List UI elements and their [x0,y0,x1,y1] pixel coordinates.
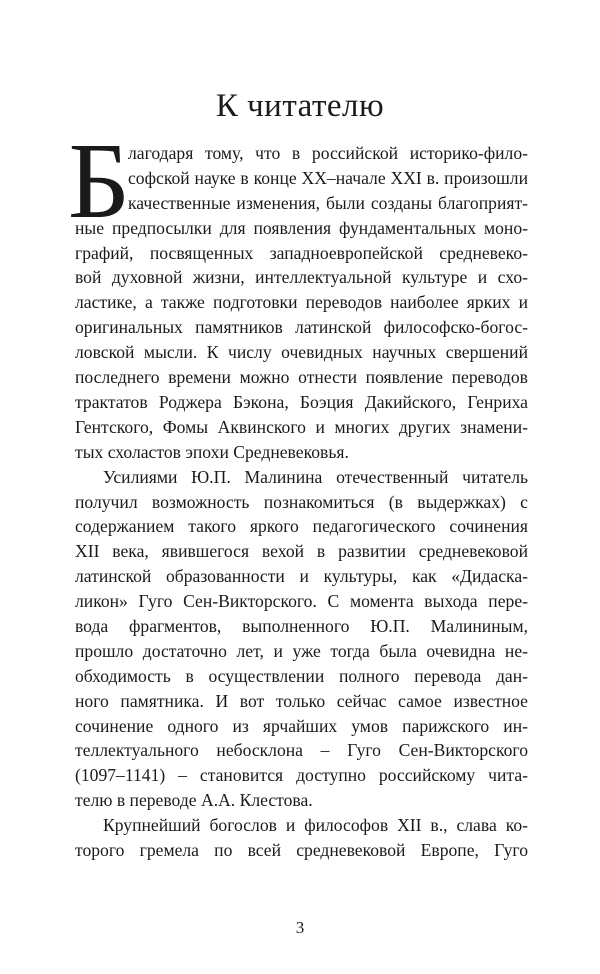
drop-cap: Б [68,122,131,241]
text-line: ластике, а также подготовки переводов наиболее ярких и [75,292,528,312]
text-line: сочинение одного из ярчайших умов парижского ин- [75,716,528,736]
text-line: обходимость в осуществлении полного перевода дан- [75,666,528,686]
text-line: ные предпосылки для появления фундаментальных моно- [75,218,528,238]
text-line: софской науке в конце XX–начале XXI в. произошли [128,168,528,188]
text-line: ного памятника. И вот только сейчас самое известное [75,691,528,711]
text-line: торого гремела по всей средневековой Европе, Гуго [75,840,528,860]
text-line: оригинальных памятников латинской философско-богос- [75,317,528,337]
text-line: Гентского, Фомы Аквинского и многих других знамени- [75,417,528,437]
text-line: латинской образованности и культуры, как «Дидаска- [75,566,528,586]
text-line: прошло достаточно лет, и уже тогда была очевидна не- [75,641,528,661]
text-line: качественные изменения, были созданы благоприят- [128,193,528,213]
text-line: (1097–1141) – становится доступно российскому чита- [75,765,528,785]
text-line: вода фрагментов, выполненного Ю.П. Малининым, [75,616,528,636]
text-line: тых схоластов эпохи Средневековья. [75,442,349,462]
text-line: ловской мысли. К числу очевидных научных свершений [75,342,528,362]
text-line: Крупнейший богослов и философов XII в., слава ко- [103,815,528,835]
text-line: графий, посвященных западноевропейской средневеко- [75,243,528,263]
text-line: лагодаря тому, что в российской историко-фило- [128,143,528,163]
text-line: последнего времени можно отнести появление переводов [75,367,528,387]
text-line: получил возможность познакомиться (в выдержках) с [75,492,528,512]
text-line: телю в переводе А.А. Клестова. [75,790,313,810]
text-line: Усилиями Ю.П. Малинина отечественный читатель [103,467,528,487]
text-line: трактатов Роджера Бэкона, Боэция Дакийского, Генриха [75,392,528,412]
page-number: 3 [295,918,305,937]
text-line: содержанием такого яркого педагогического сочинения [75,516,528,536]
text-line: XII века, явившегося вехой в развитии средневековой [75,541,528,561]
text-line: теллектуального небосклона – Гуго Сен-Викторского [75,740,528,760]
text-line: вой духовной жизни, интеллектуальной культуре и схо- [75,267,528,287]
page-title: К читателю [215,88,385,124]
text-line: ликон» Гуго Сен-Викторского. С момента выхода пере- [75,591,528,611]
